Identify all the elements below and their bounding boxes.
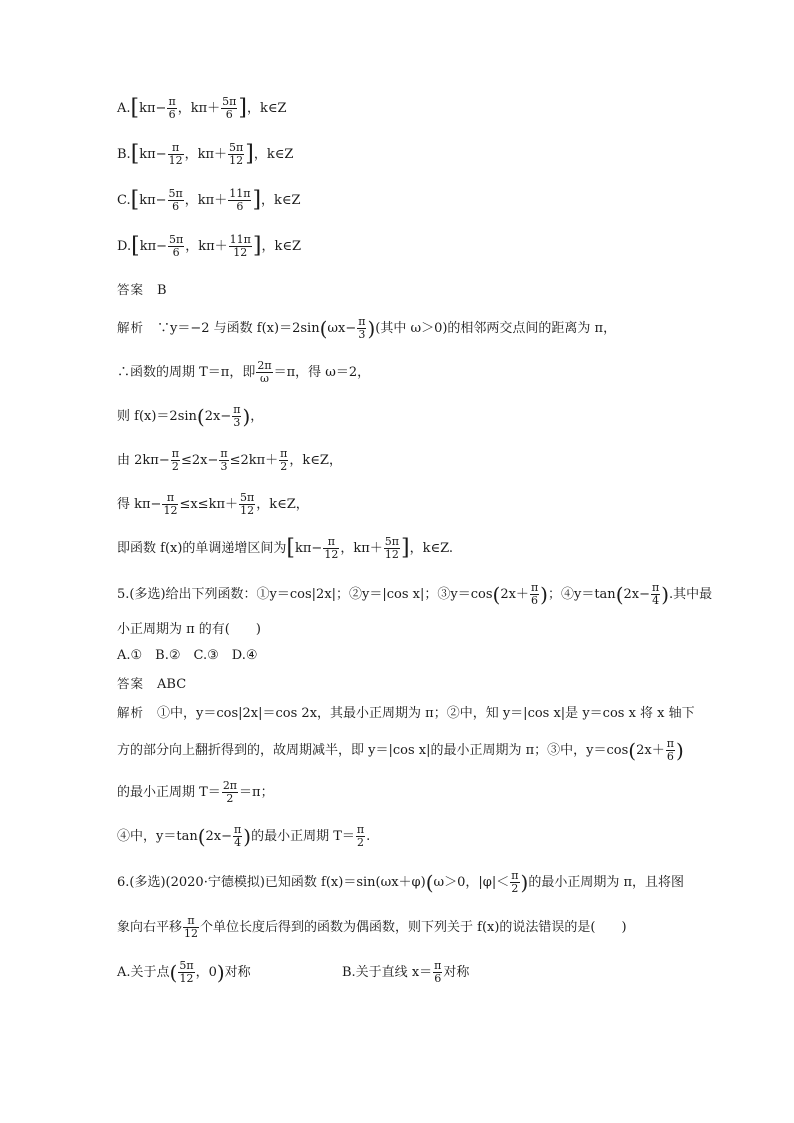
fraction	[168, 234, 184, 259]
denominator: ω	[256, 372, 272, 385]
expr: kπ−	[139, 147, 167, 162]
denominator: 3	[220, 460, 228, 473]
right-bracket: ]	[401, 535, 410, 561]
expr: kπ−	[295, 541, 323, 556]
analysis-line-4	[117, 448, 342, 473]
expr: kπ−	[139, 239, 168, 254]
expr: 方的部分向上翻折得到的，故周期减半，即 y＝|cos x|的最小正周期为 π；③中，y＝cos	[117, 743, 629, 758]
analysis-label: 解析	[117, 320, 145, 335]
numerator: π	[220, 447, 228, 460]
option-label: B.	[117, 147, 131, 162]
denominator: 12	[168, 154, 183, 167]
option-label: D.	[117, 239, 132, 254]
right-paren: )	[216, 960, 225, 985]
numerator: π	[168, 95, 176, 108]
denominator: 2	[356, 836, 364, 849]
expr: 由 2kπ−	[117, 453, 170, 468]
fraction	[530, 582, 539, 607]
denominator: 3	[358, 328, 366, 341]
fraction	[168, 188, 184, 213]
expr: ，k∈Z，	[256, 497, 309, 512]
denominator: 2	[280, 460, 288, 473]
right-paren: )	[367, 316, 376, 341]
expr: .其中最	[669, 587, 713, 602]
fraction	[228, 188, 251, 213]
analysis-line-3	[117, 404, 263, 429]
expr: ∴函数的周期 T＝π，即	[117, 365, 256, 380]
denominator: 6	[168, 200, 184, 213]
expr: ，	[250, 409, 264, 424]
expr: 的最小正周期为 π，且将图	[528, 875, 684, 890]
option-a	[117, 96, 286, 121]
numerator: 11π	[229, 233, 251, 246]
denominator: 6	[666, 750, 674, 763]
fraction	[171, 448, 180, 473]
left-paren: (	[169, 960, 178, 985]
left-paren: (	[492, 582, 501, 607]
answer-line	[117, 280, 167, 301]
numerator: 5π	[168, 187, 183, 200]
fraction	[651, 582, 660, 607]
left-paren: (	[197, 824, 206, 849]
numerator: π	[234, 823, 242, 836]
numerator: 5π	[229, 141, 244, 154]
option-b	[117, 142, 293, 167]
fraction	[178, 960, 194, 985]
expr: 2x−	[205, 829, 233, 844]
expr: 2x−	[204, 409, 232, 424]
expr: ①中，y＝cos|2x|＝cos 2x，其最小正周期为 π；②中，知 y＝|cos x|是 y＝cos x 将 x 轴下	[157, 706, 695, 721]
expr: ≤2x−	[180, 453, 219, 468]
left-paren: (	[196, 404, 205, 429]
expr: (其中 ω＞0)的相邻两交点间的距离为 π，	[375, 321, 617, 336]
denominator: 3	[233, 416, 241, 429]
left-paren: (	[628, 738, 637, 763]
expr: ④中，y＝tan	[117, 829, 198, 844]
denominator: 6	[168, 246, 184, 259]
expr: kπ−	[139, 193, 167, 208]
expr: 的最小正周期 T＝	[251, 829, 355, 844]
denominator: 2	[511, 882, 519, 895]
denominator: 12	[184, 927, 199, 940]
expr: ，kπ＋	[184, 193, 228, 208]
fraction	[323, 536, 339, 561]
numerator: π	[171, 141, 180, 154]
fraction	[228, 142, 244, 167]
numerator: 5π	[222, 95, 237, 108]
denominator: 12	[324, 548, 339, 561]
denominator: 2	[222, 792, 238, 805]
denominator: 6	[221, 108, 237, 121]
right-paren: )	[242, 404, 251, 429]
numerator: π	[187, 914, 195, 927]
options-text: A.① B.② C.③ D.④	[117, 648, 258, 663]
right-paren: )	[243, 824, 252, 849]
expr: ω＞0，|φ|＜	[433, 875, 510, 890]
numerator: 5π	[240, 491, 255, 504]
fraction	[222, 780, 238, 805]
fraction	[232, 404, 241, 429]
expr: ，k∈Z，	[289, 453, 342, 468]
numerator: π	[233, 403, 241, 416]
numerator: π	[358, 315, 366, 328]
numerator: 2π	[222, 779, 238, 792]
expr: 个单位长度后得到的函数为偶函数，则下列关于 f(x)的说法错误的是( )	[200, 920, 627, 935]
analysis-line-6	[117, 536, 453, 561]
answer-value: ABC	[157, 677, 187, 692]
fraction	[221, 96, 237, 121]
fraction	[167, 96, 176, 121]
expr: 对称	[224, 965, 251, 980]
expr: 6.(多选)(2020·宁德模拟)已知函数 f(x)＝sin(ωx＋φ)	[117, 875, 426, 890]
right-paren: )	[520, 870, 529, 895]
fraction	[256, 360, 272, 385]
denominator: 12	[240, 504, 255, 517]
option-c	[117, 188, 301, 213]
right-paren: )	[675, 738, 684, 763]
denominator: 12	[179, 972, 194, 985]
expr: B.关于直线 x＝	[342, 965, 433, 980]
numerator: π	[434, 959, 442, 972]
expr: .	[366, 829, 371, 844]
q5-stem-line-2	[117, 620, 261, 640]
right-bracket: ]	[238, 95, 247, 121]
right-paren: )	[540, 582, 548, 607]
q5-analysis-line-3	[117, 780, 274, 805]
expr: ≤2kπ＋	[229, 453, 279, 468]
numerator: π	[171, 447, 179, 460]
expr: ，kπ＋	[184, 147, 228, 162]
q5-answer-line	[117, 674, 186, 695]
denominator: 12	[163, 504, 178, 517]
fraction	[666, 738, 675, 763]
right-bracket: ]	[252, 233, 262, 259]
expr: ωx−	[327, 321, 357, 336]
answer-label: 答案	[117, 676, 145, 691]
expr: ∵y＝−2 与函数 f(x)＝2sin	[157, 321, 320, 336]
numerator: 5π	[179, 959, 194, 972]
left-paren: (	[615, 582, 624, 607]
right-bracket: ]	[252, 187, 262, 213]
expr: 即函数 f(x)的单调递增区间为	[117, 541, 287, 556]
numerator: π	[356, 823, 365, 836]
numerator: π	[280, 447, 288, 460]
numerator: π	[652, 581, 660, 594]
fraction	[433, 960, 442, 985]
left-bracket: [	[131, 233, 140, 259]
numerator: π	[327, 535, 335, 548]
expr: ＝π，得 ω＝2，	[273, 365, 371, 380]
option-label: A.	[117, 101, 131, 116]
left-bracket: [	[286, 535, 296, 561]
expr: 2x−	[623, 587, 650, 602]
right-bracket: ]	[245, 141, 254, 167]
left-paren: (	[319, 316, 328, 341]
q5-analysis-line-4	[117, 824, 370, 849]
numerator: 11π	[229, 187, 251, 200]
denominator: 4	[234, 836, 242, 849]
expr: ，kπ＋	[340, 541, 383, 556]
expr: ，kπ＋	[177, 101, 221, 116]
q5-analysis-line-2	[117, 738, 684, 763]
fraction	[356, 824, 365, 849]
denominator: 6	[228, 200, 251, 213]
denominator: 12	[229, 246, 252, 259]
q5-analysis-line-1	[117, 703, 695, 724]
fraction	[384, 536, 400, 561]
expr: ，k∈Z	[261, 193, 301, 208]
left-bracket: [	[130, 187, 140, 213]
analysis-label: 解析	[117, 705, 145, 720]
expr: 2x＋	[500, 587, 529, 602]
left-bracket: [	[130, 95, 140, 121]
answer-value: B	[157, 283, 167, 298]
denominator: 6	[434, 972, 442, 985]
q5-options	[117, 646, 258, 666]
numerator: π	[166, 491, 175, 504]
right-paren: )	[661, 582, 670, 607]
numerator: π	[511, 869, 519, 882]
left-bracket: [	[130, 141, 140, 167]
fraction	[168, 142, 184, 167]
option-label: C.	[117, 193, 131, 208]
denominator: 6	[168, 108, 176, 121]
expr: 则 f(x)＝2sin	[117, 409, 197, 424]
fraction	[510, 870, 519, 895]
expr: ＝π；	[239, 785, 274, 800]
answer-label: 答案	[117, 282, 145, 297]
fraction	[357, 316, 366, 341]
fraction	[239, 492, 255, 517]
q6-stem-line-1	[117, 870, 684, 895]
denominator: 4	[652, 594, 660, 607]
fraction	[162, 492, 178, 517]
expr: kπ−	[139, 101, 167, 116]
numerator: 5π	[169, 233, 184, 246]
denominator: 12	[384, 548, 399, 561]
analysis-line-2	[117, 360, 370, 385]
expr: ，0	[195, 965, 217, 980]
expr: 5.(多选)给出下列函数：①y＝cos|2x|；②y＝|cos x|；③y＝cos	[117, 587, 493, 602]
numerator: 5π	[384, 535, 399, 548]
q6-option-b	[342, 960, 469, 985]
q6-option-a	[117, 960, 251, 985]
expr: 对称	[443, 965, 470, 980]
denominator: 12	[229, 154, 244, 167]
q5-stem-line-1	[117, 582, 712, 607]
analysis-line-5	[117, 492, 309, 517]
expr: ，k∈Z	[261, 239, 302, 254]
numerator: π	[530, 581, 539, 594]
expr: 得 kπ−	[117, 497, 162, 512]
fraction	[233, 824, 242, 849]
numerator: 2π	[257, 359, 272, 372]
expr: ，kπ＋	[185, 239, 228, 254]
expr: ；④y＝tan	[547, 587, 616, 602]
q6-stem-line-2	[117, 915, 627, 940]
expr: A.关于点	[117, 965, 170, 980]
expr: ≤x≤kπ＋	[179, 497, 238, 512]
fraction	[229, 234, 252, 259]
fraction	[183, 915, 199, 940]
fraction	[219, 448, 228, 473]
expr: ，k∈Z	[246, 101, 287, 116]
expr: 2x＋	[636, 743, 665, 758]
expr: 象向右平移	[117, 920, 183, 935]
expr: ，k∈Z.	[409, 541, 454, 556]
left-paren: (	[425, 870, 434, 895]
fraction	[279, 448, 288, 473]
denominator: 2	[171, 460, 179, 473]
expr: 小正周期为 π 的有( )	[117, 622, 261, 637]
denominator: 6	[531, 594, 539, 607]
expr: ，k∈Z	[253, 147, 294, 162]
option-d	[117, 234, 301, 259]
numerator: π	[666, 737, 674, 750]
expr: 的最小正周期 T＝	[117, 785, 221, 800]
analysis-line-1	[117, 316, 616, 341]
